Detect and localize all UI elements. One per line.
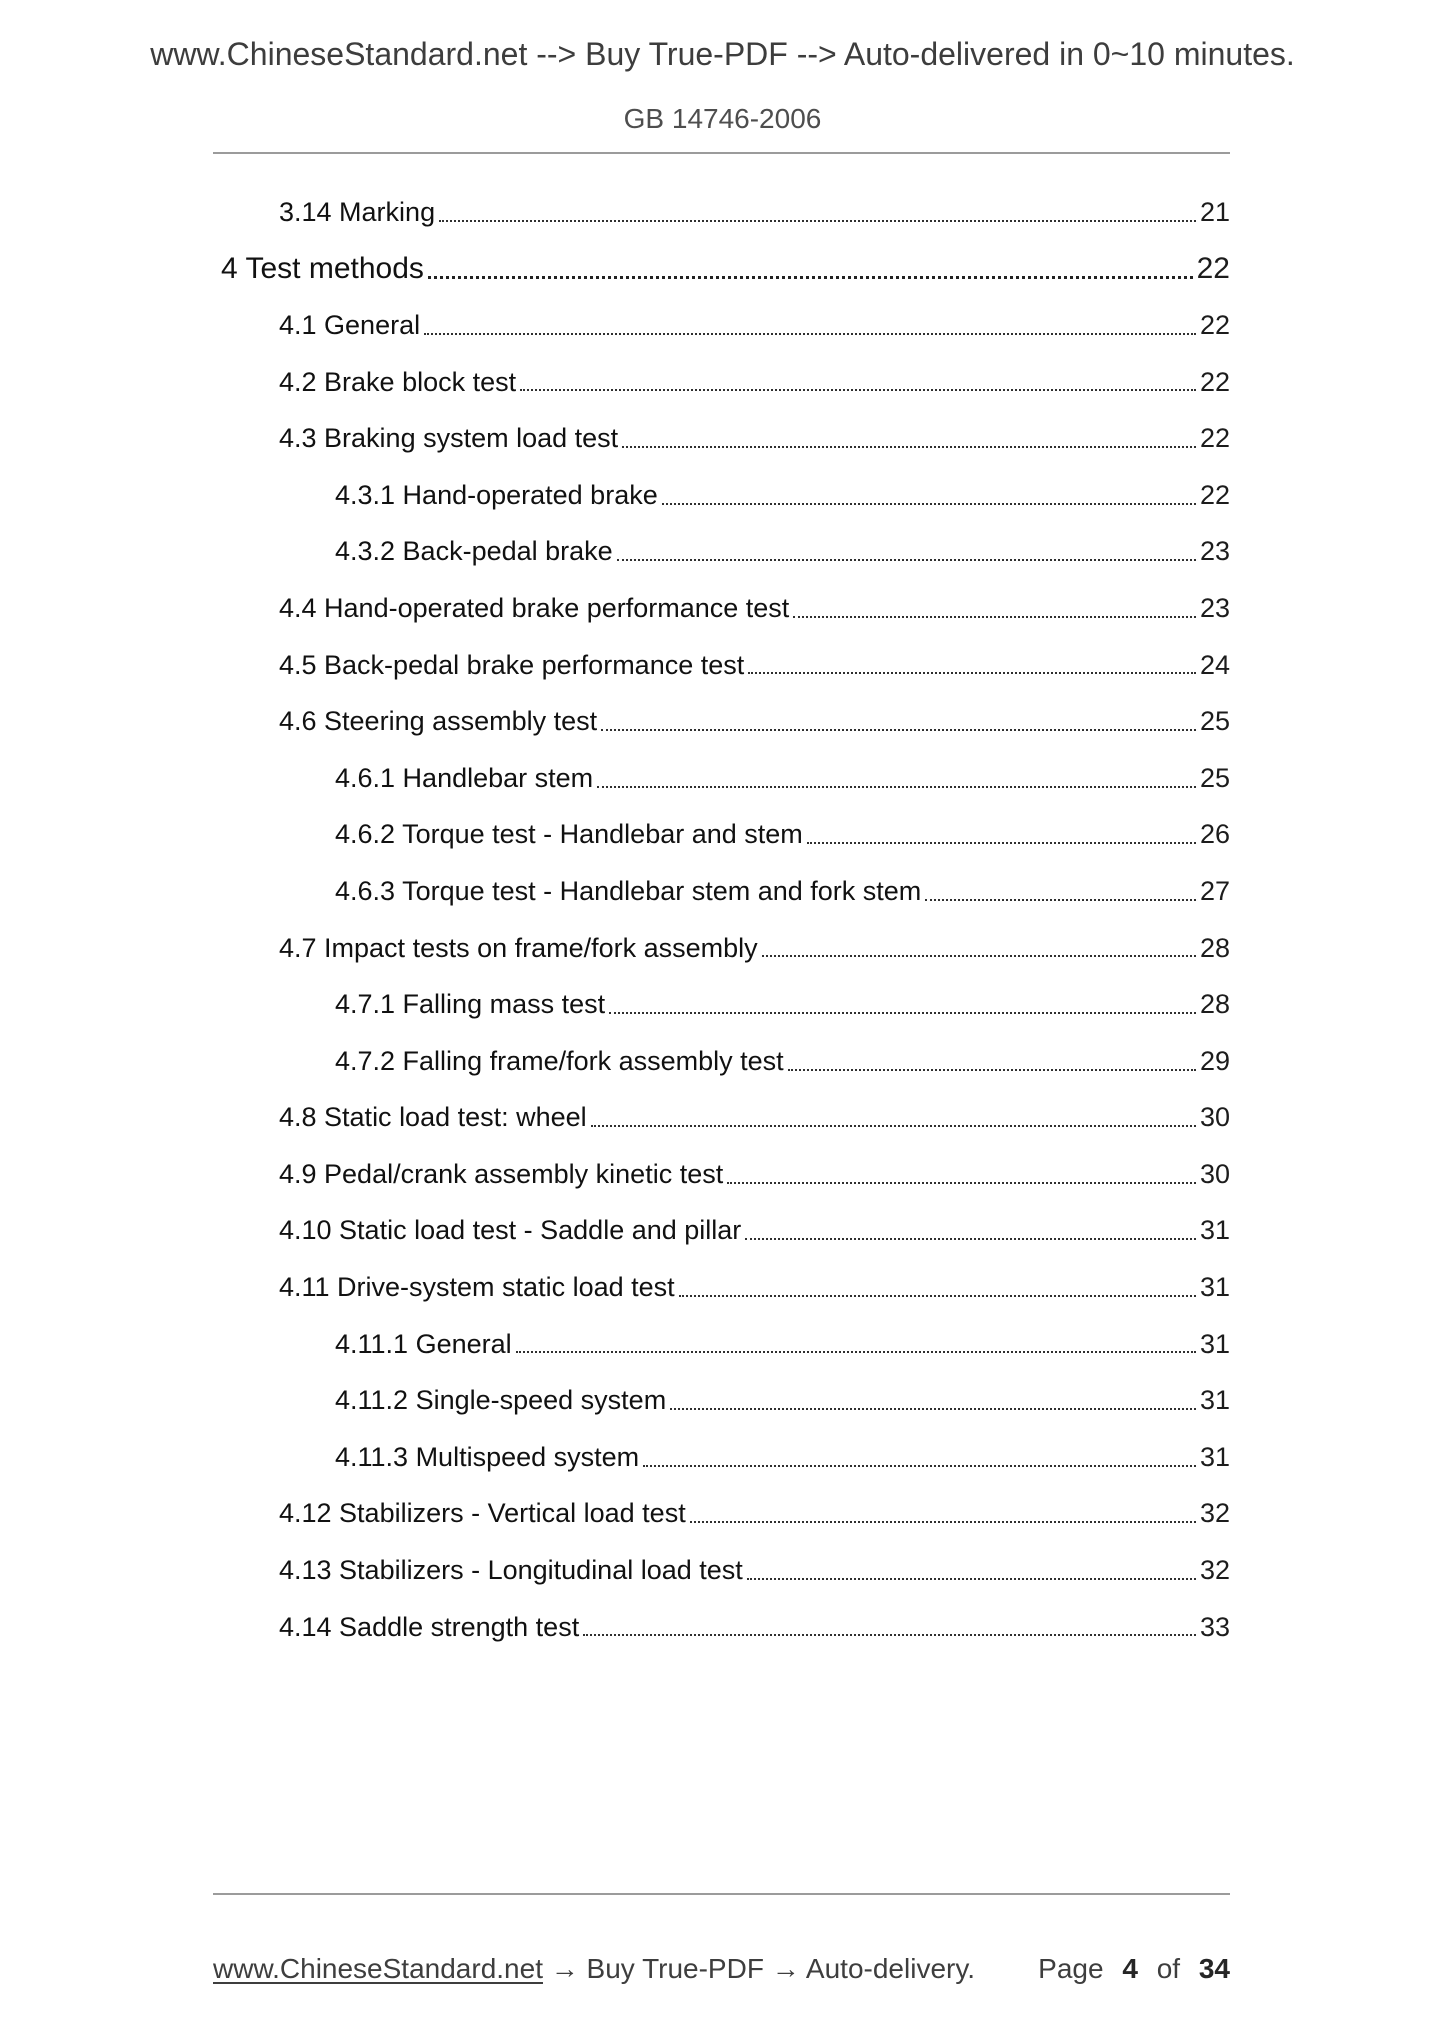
toc-dot-leader bbox=[643, 1429, 1196, 1486]
page-footer bbox=[213, 1953, 1230, 1985]
toc-dot-leader bbox=[439, 184, 1196, 241]
toc-entry bbox=[213, 184, 1230, 241]
toc-entry-title: 4.11.2 Single-speed system bbox=[335, 1385, 667, 1416]
toc-entry bbox=[213, 1316, 1230, 1373]
toc-entry-page: 25 bbox=[1199, 706, 1230, 737]
toc-entry-title: 4.7 Impact tests on frame/fork assembly bbox=[279, 932, 758, 963]
footer-page-of: of bbox=[1156, 1953, 1181, 1984]
header-banner: www.ChineseStandard.net --> Buy True-PDF --> Auto-delivered in 0~10 minutes. bbox=[150, 36, 1295, 72]
toc-entry-title: 3.14 Marking bbox=[279, 196, 436, 227]
toc-entry-page: 29 bbox=[1199, 1045, 1230, 1076]
toc-entry bbox=[213, 637, 1230, 694]
toc-entry bbox=[213, 1090, 1230, 1147]
toc-entry-page: 24 bbox=[1199, 649, 1230, 680]
table-of-contents bbox=[213, 184, 1230, 1655]
toc-entry-page: 21 bbox=[1199, 196, 1230, 227]
toc-dot-leader bbox=[609, 976, 1196, 1033]
toc-entry-title: 4.6.1 Handlebar stem bbox=[335, 762, 594, 793]
footer-page-total: 34 bbox=[1198, 1953, 1230, 1984]
toc-entry-title: 4.3 Braking system load test bbox=[279, 423, 619, 454]
toc-dot-leader bbox=[516, 1316, 1196, 1373]
toc-entry-title: 4.8 Static load test: wheel bbox=[279, 1102, 587, 1133]
toc-entry-title: 4.6.2 Torque test - Handlebar and stem bbox=[335, 819, 803, 850]
toc-entry-page: 32 bbox=[1199, 1498, 1230, 1529]
toc-entry-page: 26 bbox=[1199, 819, 1230, 850]
toc-entry bbox=[213, 693, 1230, 750]
header-divider bbox=[213, 152, 1230, 154]
toc-entry bbox=[213, 807, 1230, 864]
toc-entry-title: 4.11 Drive-system static load test bbox=[279, 1272, 675, 1303]
toc-entry-title: 4.4 Hand-operated brake performance test bbox=[279, 592, 790, 623]
toc-entry bbox=[213, 410, 1230, 467]
toc-entry-title: 4.3.2 Back-pedal brake bbox=[335, 536, 613, 567]
toc-dot-leader bbox=[601, 693, 1196, 750]
toc-dot-leader bbox=[748, 637, 1196, 694]
footer-site-link[interactable]: www.ChineseStandard.net bbox=[213, 1953, 543, 1984]
toc-entry bbox=[213, 297, 1230, 354]
toc-entry bbox=[213, 1372, 1230, 1429]
toc-entry-title: 4.10 Static load test - Saddle and pillar bbox=[279, 1215, 742, 1246]
toc-dot-leader bbox=[662, 467, 1196, 524]
toc-entry-page: 23 bbox=[1199, 536, 1230, 567]
toc-entry-title: 4.14 Saddle strength test bbox=[279, 1611, 580, 1642]
toc-entry-title: 4.6.3 Torque test - Handlebar stem and fork stem bbox=[335, 875, 922, 906]
toc-dot-leader bbox=[622, 410, 1196, 467]
footer-tagline: → Buy True-PDF → Auto-delivery. bbox=[542, 1953, 976, 1984]
toc-entry-page: 30 bbox=[1199, 1102, 1230, 1133]
toc-entry-page: 31 bbox=[1199, 1215, 1230, 1246]
toc-dot-leader bbox=[925, 863, 1196, 920]
toc-entry-title: 4.11.1 General bbox=[335, 1328, 512, 1359]
toc-entry bbox=[213, 1146, 1230, 1203]
toc-entry-page: 22 bbox=[1199, 366, 1230, 397]
toc-entry-title: 4.1 General bbox=[279, 309, 421, 340]
toc-entry-title: 4.7.1 Falling mass test bbox=[335, 989, 606, 1020]
toc-entry-page: 25 bbox=[1199, 762, 1230, 793]
footer-page-current: 4 bbox=[1122, 1953, 1138, 1984]
toc-dot-leader bbox=[679, 1259, 1196, 1316]
toc-dot-leader bbox=[762, 920, 1196, 977]
toc-entry-title: 4.3.1 Hand-operated brake bbox=[335, 479, 658, 510]
footer-tagline-group bbox=[213, 1953, 975, 1985]
toc-entry-page: 33 bbox=[1199, 1611, 1230, 1642]
toc-entry bbox=[213, 524, 1230, 581]
toc-dot-leader bbox=[807, 807, 1196, 864]
toc-entry-page: 22 bbox=[1199, 309, 1230, 340]
toc-entry-title: 4.9 Pedal/crank assembly kinetic test bbox=[279, 1158, 724, 1189]
toc-entry bbox=[213, 1429, 1230, 1486]
toc-entry bbox=[213, 1203, 1230, 1260]
toc-entry-page: 28 bbox=[1199, 932, 1230, 963]
toc-entry-page: 32 bbox=[1199, 1555, 1230, 1586]
toc-entry bbox=[213, 354, 1230, 411]
toc-entry-title: 4.12 Stabilizers - Vertical load test bbox=[279, 1498, 686, 1529]
toc-entry-page: 31 bbox=[1199, 1328, 1230, 1359]
toc-entry-title: 4.2 Brake block test bbox=[279, 366, 517, 397]
toc-entry-page: 31 bbox=[1199, 1272, 1230, 1303]
toc-entry-title: 4 Test methods bbox=[221, 251, 424, 285]
toc-entry bbox=[213, 750, 1230, 807]
toc-dot-leader bbox=[690, 1486, 1196, 1543]
toc-entry-title: 4.11.3 Multispeed system bbox=[335, 1441, 640, 1472]
toc-entry-page: 28 bbox=[1199, 989, 1230, 1020]
footer-page-label: Page bbox=[1038, 1953, 1104, 1984]
toc-entry bbox=[213, 1486, 1230, 1543]
toc-dot-leader bbox=[745, 1203, 1196, 1260]
toc-entry bbox=[213, 467, 1230, 524]
toc-entry-page: 23 bbox=[1199, 592, 1230, 623]
toc-dot-leader bbox=[591, 1090, 1196, 1147]
toc-entry bbox=[213, 1542, 1230, 1599]
toc-entry-page: 31 bbox=[1199, 1441, 1230, 1472]
toc-dot-leader bbox=[727, 1146, 1196, 1203]
toc-entry-page: 27 bbox=[1199, 875, 1230, 906]
toc-entry-title: 4.13 Stabilizers - Longitudinal load test bbox=[279, 1555, 743, 1586]
toc-entry-title: 4.5 Back-pedal brake performance test bbox=[279, 649, 745, 680]
toc-entry bbox=[213, 580, 1230, 637]
document-code: GB 14746-2006 bbox=[623, 103, 822, 134]
toc-entry-title: 4.7.2 Falling frame/fork assembly test bbox=[335, 1045, 784, 1076]
toc-entry-page: 22 bbox=[1199, 423, 1230, 454]
toc-entry bbox=[213, 1259, 1230, 1316]
toc-dot-leader bbox=[428, 241, 1193, 298]
toc-dot-leader bbox=[520, 354, 1196, 411]
toc-entry bbox=[213, 863, 1230, 920]
footer-page-indicator bbox=[1038, 1953, 1230, 1985]
toc-entry-page: 22 bbox=[1199, 479, 1230, 510]
toc-entry-page: 22 bbox=[1196, 251, 1230, 285]
toc-entry bbox=[213, 920, 1230, 977]
toc-entry-page: 31 bbox=[1199, 1385, 1230, 1416]
toc-dot-leader bbox=[788, 1033, 1196, 1090]
toc-entry bbox=[213, 241, 1230, 298]
toc-dot-leader bbox=[424, 297, 1196, 354]
toc-entry bbox=[213, 976, 1230, 1033]
toc-entry-title: 4.6 Steering assembly test bbox=[279, 706, 598, 737]
toc-entry bbox=[213, 1033, 1230, 1090]
toc-dot-leader bbox=[617, 524, 1196, 581]
footer-divider bbox=[213, 1893, 1230, 1895]
toc-dot-leader bbox=[793, 580, 1196, 637]
toc-entry-page: 30 bbox=[1199, 1158, 1230, 1189]
toc-dot-leader bbox=[670, 1372, 1196, 1429]
toc-dot-leader bbox=[583, 1599, 1196, 1656]
toc-dot-leader bbox=[747, 1542, 1196, 1599]
toc-dot-leader bbox=[597, 750, 1196, 807]
toc-entry bbox=[213, 1599, 1230, 1656]
